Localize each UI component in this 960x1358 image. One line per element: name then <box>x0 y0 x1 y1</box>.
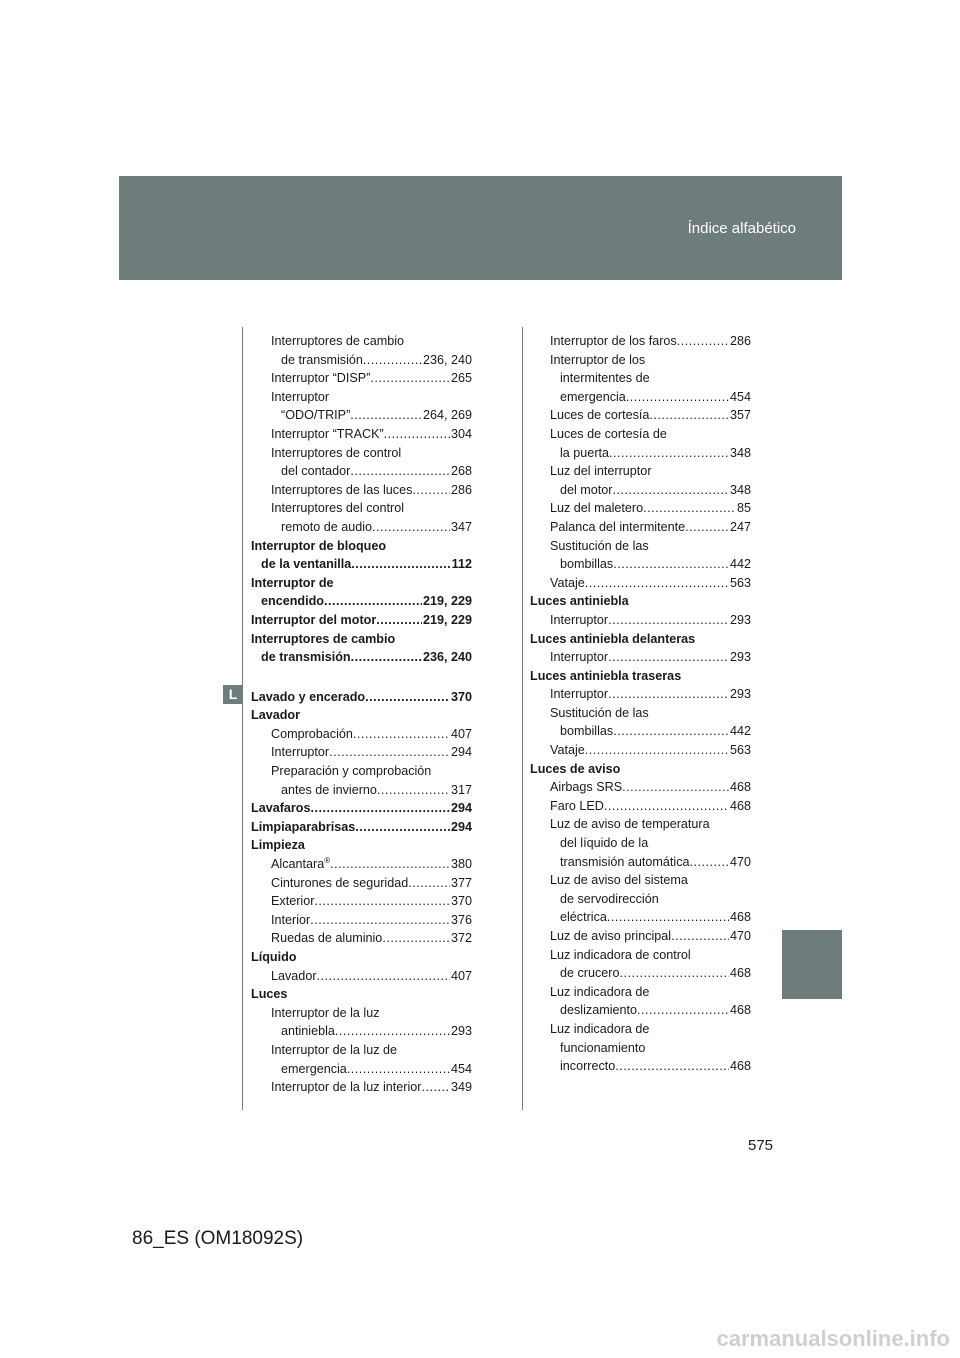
index-heading: Luces de aviso <box>530 761 621 776</box>
side-thumb-tab <box>782 930 842 999</box>
index-entry: Luz indicadora de funcionamiento incorrecto ..... 468 <box>530 1020 751 1076</box>
index-entry: Luz indicadora de deslizamiento ..... 468 <box>530 983 751 1020</box>
document-code: 86_ES (OM18092S) <box>132 1228 304 1249</box>
index-entry: Vataje ..... 563 <box>530 741 751 760</box>
index-entry: Interruptores de las luces ..... 286 <box>251 481 472 500</box>
index-entry: Interruptor “DISP” ..... 265 <box>251 369 472 388</box>
index-entry: Interruptores de cambio de transmisión ..... 236, 240 <box>251 332 472 369</box>
page-number: 575 <box>748 1137 774 1154</box>
page-header <box>119 176 842 280</box>
letter-tab: L <box>223 685 243 704</box>
index-entry: Airbags SRS ..... 468 <box>530 778 751 797</box>
index-heading: Limpieza <box>251 838 305 853</box>
index-heading: Luces antiniebla traseras <box>530 668 682 683</box>
index-entry: Ruedas de aluminio ..... 372 <box>251 929 472 948</box>
index-entry: Interruptores del control remoto de audio ..... 347 <box>251 499 472 536</box>
index-entry: Lavafaros ..... 294 <box>251 799 472 818</box>
index-entry: Interruptor de los faros ..... 286 <box>530 332 751 351</box>
index-entry: Luz de aviso principal ..... 470 <box>530 927 751 946</box>
index-entry: Lavador ..... 407 <box>251 967 472 986</box>
index-entry: Sustitución de las bombillas ..... 442 <box>530 537 751 574</box>
column-divider-middle <box>522 327 523 1110</box>
watermark: carmanualsonline.info <box>716 1326 950 1351</box>
index-column-1 <box>251 332 472 1097</box>
index-entry: Luz del maletero ..... 85 <box>530 499 751 518</box>
index-entry: Interruptor del motor ..... 219, 229 <box>251 611 472 630</box>
index-entry: Interruptor ..... 293 <box>530 685 751 704</box>
index-entry: Lavado y encerado ..... 370 <box>251 688 472 707</box>
section-title: Índice alfabético <box>687 220 796 237</box>
index-entry: Sustitución de las bombillas ..... 442 <box>530 704 751 741</box>
index-entry: Interior ..... 376 <box>251 911 472 930</box>
index-entry: Luz indicadora de control de crucero ..... 468 <box>530 946 751 983</box>
index-entry: Faro LED ..... 468 <box>530 797 751 816</box>
index-entry: Interruptor de la luz interior ..... 349 <box>251 1078 472 1097</box>
index-entry: Interruptor ..... 294 <box>251 743 472 762</box>
index-entry: Luces de cortesía de la puerta ..... 348 <box>530 425 751 462</box>
index-entry: Luces de cortesía ..... 357 <box>530 406 751 425</box>
column-divider-left <box>242 327 243 1110</box>
index-entry: Interruptor de los intermitentes de emergencia ..... 454 <box>530 351 751 407</box>
index-entry: Alcantara® ..... 380 <box>251 855 472 874</box>
index-entry: Luz de aviso del sistema de servodirección eléctrica ..... 468 <box>530 871 751 927</box>
index-entry: Interruptor ..... 293 <box>530 648 751 667</box>
index-heading: Líquido <box>251 950 297 964</box>
index-entry: Interruptor ..... 293 <box>530 611 751 630</box>
index-entry: Comprobación ..... 407 <box>251 725 472 744</box>
index-entry: Exterior ..... 370 <box>251 892 472 911</box>
index-heading: Luces antiniebla <box>530 594 629 609</box>
index-entry: Interruptores de cambio de transmisión ..... 236, 240 <box>251 630 472 667</box>
index-entry: Interruptor de encendido ..... 219, 229 <box>251 574 472 611</box>
index-entry: Palanca del intermitente ..... 247 <box>530 518 751 537</box>
index-entry: Interruptor de bloqueo de la ventanilla ..... 112 <box>251 537 472 574</box>
index-entry: Preparación y comprobación antes de invierno ..... 317 <box>251 762 472 799</box>
index-entry: Interruptor “TRACK” ..... 304 <box>251 425 472 444</box>
index-entry: Interruptor de la luz de emergencia ..... 454 <box>251 1041 472 1078</box>
index-column-2 <box>530 332 751 1076</box>
index-heading: Lavador <box>251 708 300 723</box>
index-entry: Interruptor de la luz antiniebla ..... 293 <box>251 1004 472 1041</box>
index-entry: Interruptores de control del contador ..... 268 <box>251 444 472 481</box>
index-entry: Luz del interruptor del motor ..... 348 <box>530 462 751 499</box>
index-entry: Cinturones de seguridad ..... 377 <box>251 874 472 893</box>
index-entry: Limpiaparabrisas ..... 294 <box>251 818 472 837</box>
index-entry: Interruptor “ODO/TRIP” ..... 264, 269 <box>251 388 472 425</box>
index-heading: Luces <box>251 987 288 1002</box>
index-entry: Vataje ..... 563 <box>530 574 751 593</box>
index-heading: Luces antiniebla delanteras <box>530 631 696 646</box>
index-entry: Luz de aviso de temperatura del líquido de la transmisión automática ..... 470 <box>530 815 751 871</box>
